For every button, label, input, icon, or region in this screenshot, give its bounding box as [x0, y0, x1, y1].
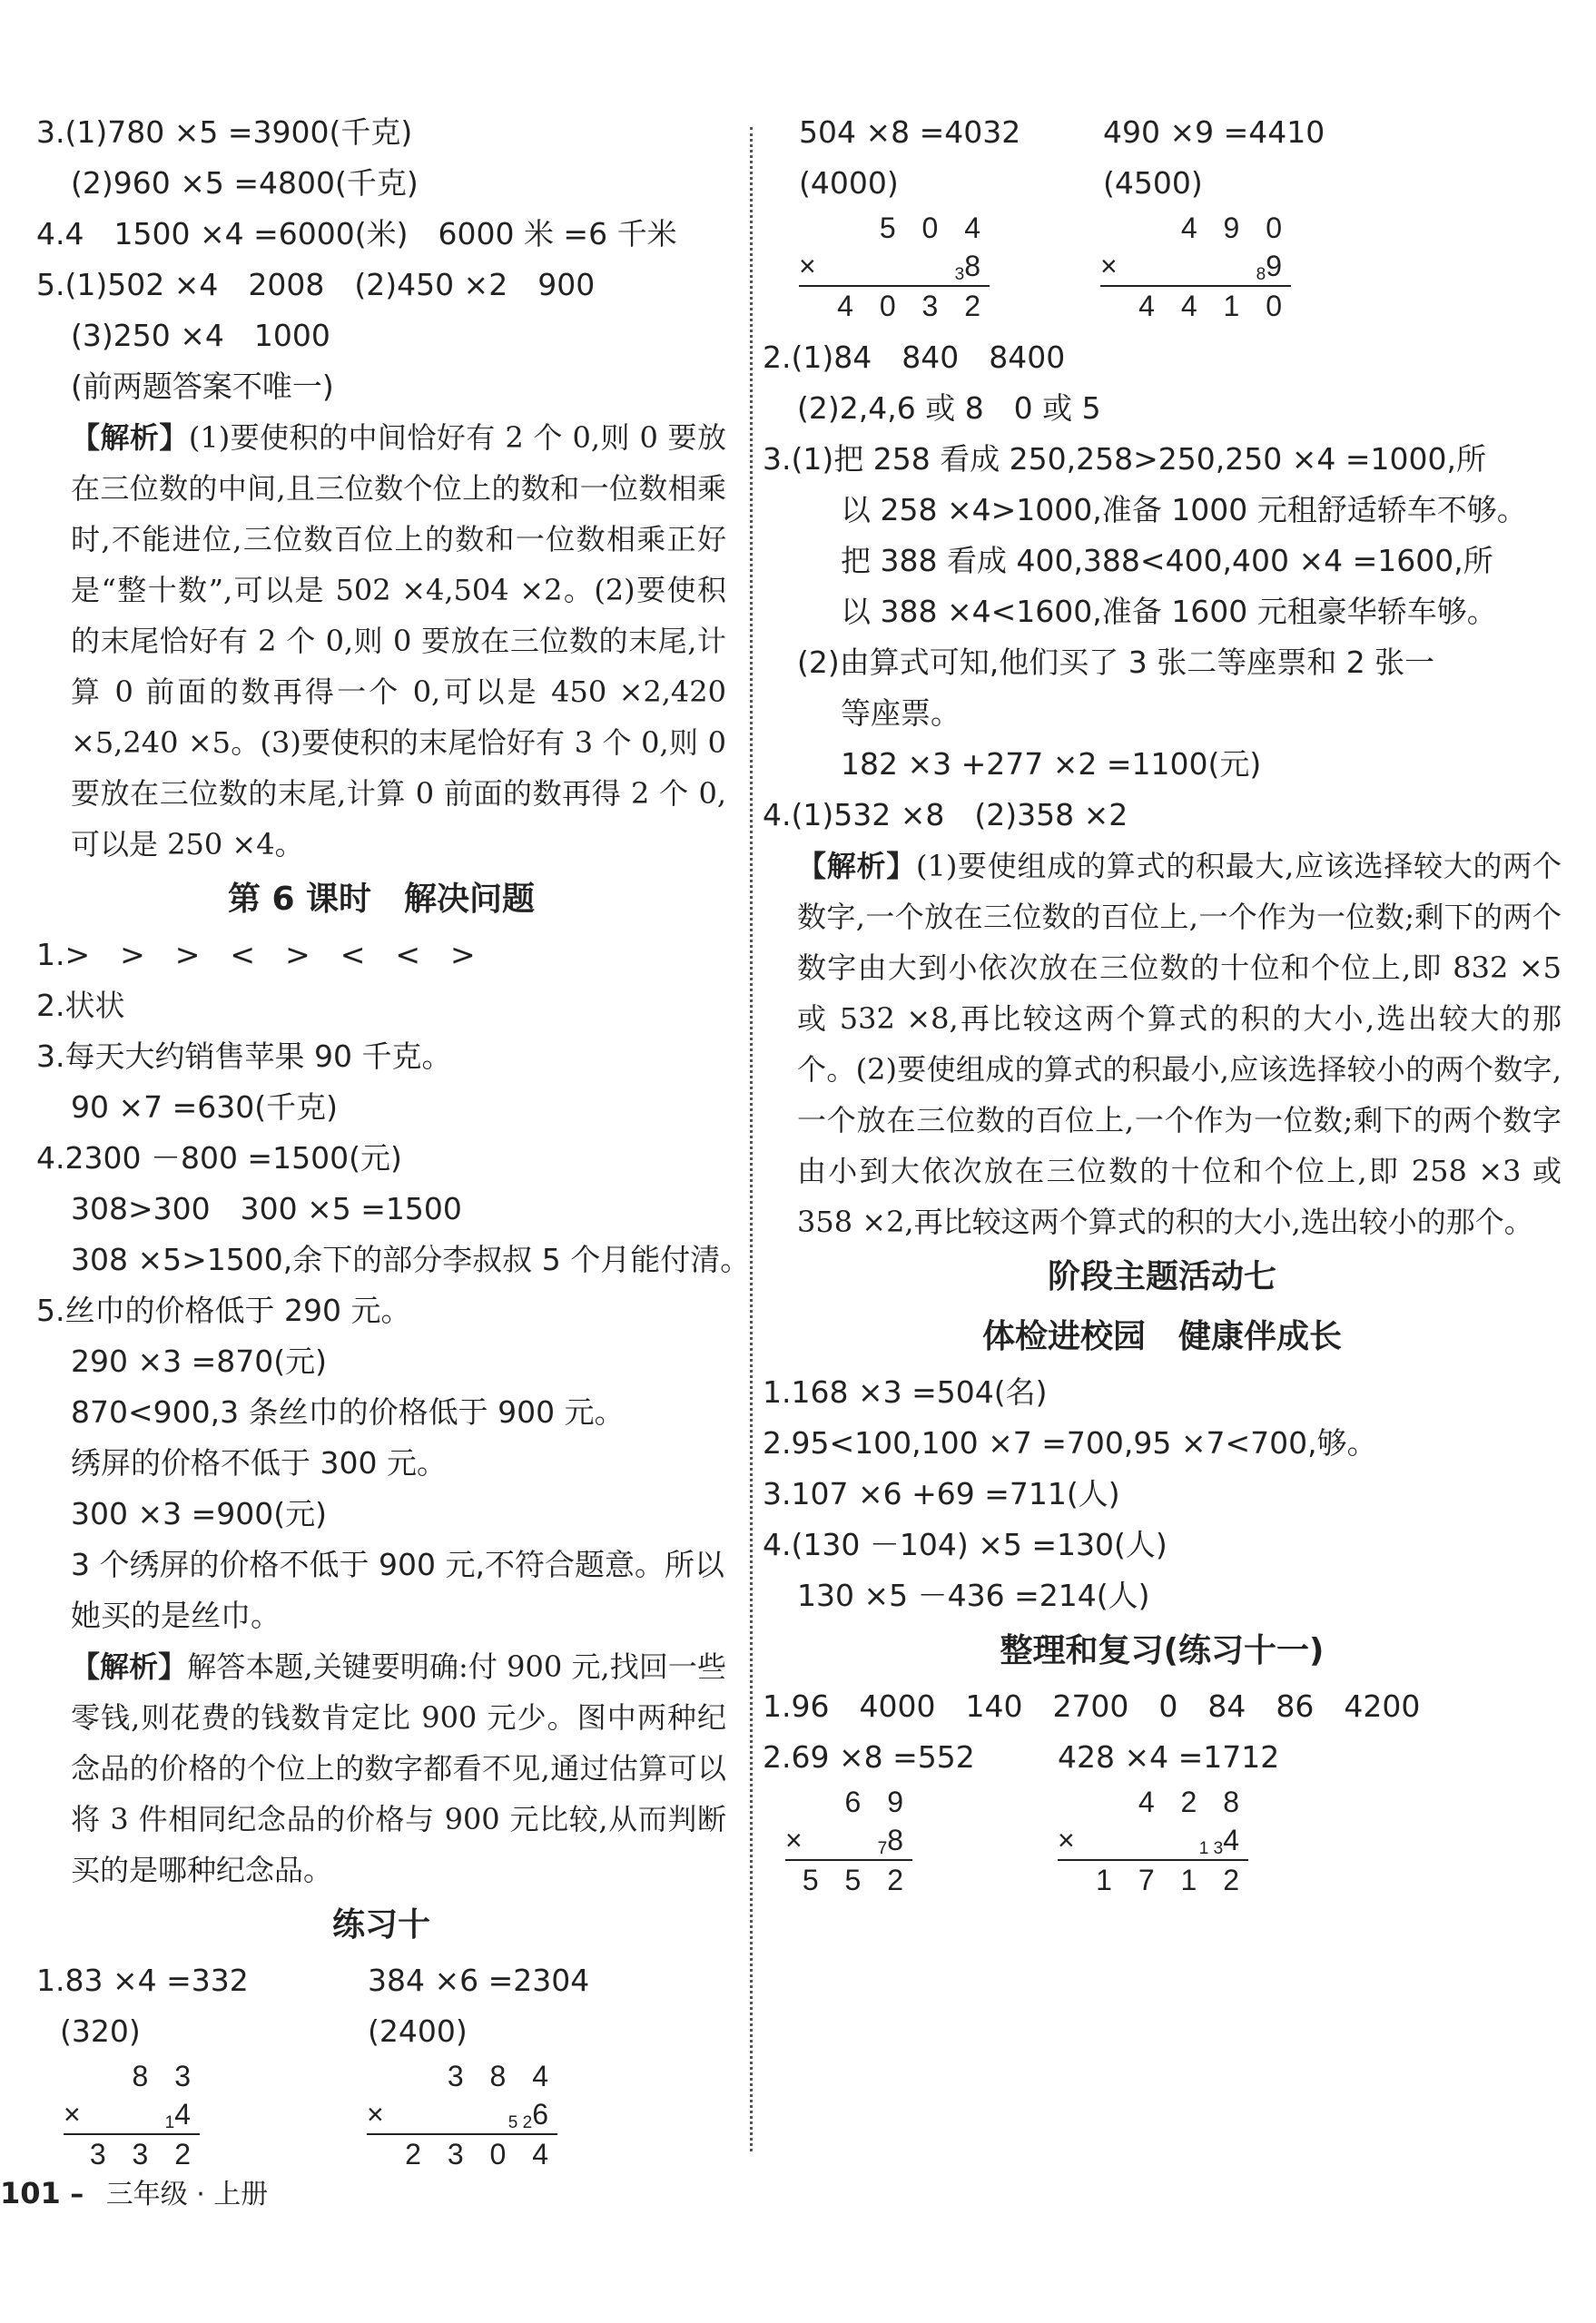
answer-line: 490 ×9 =4410 — [1103, 114, 1325, 150]
vertical-calculation — [64, 2057, 200, 2173]
answer-line: 308 ×5>1500,余下的部分李叔叔 5 个月能付清。 — [71, 1242, 751, 1277]
answer-line: 130 ×5 －436 =214(人) — [797, 1578, 1150, 1613]
multiplicand: 4 2 8 — [1138, 1786, 1248, 1818]
answer-line: 308>300 300 ×5 =1500 — [71, 1191, 462, 1226]
vertical-calculation — [799, 209, 990, 325]
answer-line: 3 个绣屏的价格不低于 900 元,不符合题意。所以 — [71, 1547, 724, 1582]
multiply-sign: × — [1100, 250, 1127, 282]
answer-line: 504 ×8 =4032 — [799, 114, 1021, 150]
carry-digits: 8 — [1256, 265, 1266, 284]
multiply-sign: × — [799, 250, 825, 282]
answer-row — [763, 1732, 1562, 1783]
multiplicand: 5 0 4 — [879, 212, 990, 244]
grade-label: 三年级 · 上册 — [105, 2179, 269, 2210]
answer-line: 把 388 看成 400,388<400,400 ×4 =1600,所 — [841, 543, 1493, 578]
vertical-calculation — [367, 2057, 557, 2173]
multiplier-row — [785, 1821, 912, 1861]
stage-title: 阶段主题活动七 — [1047, 1258, 1276, 1295]
answer-line: (3)250 ×4 1000 — [71, 318, 330, 353]
carry-digits: 3 — [954, 265, 965, 284]
answer-line: 2.状状 — [36, 988, 125, 1023]
analysis-tag: 【解析】 — [797, 849, 916, 883]
multiplicand: 3 8 4 — [447, 2060, 557, 2092]
answer-line: 1.168 ×3 =504(名) — [763, 1374, 1048, 1410]
answer-line: 3.(1)780 ×5 =3900(千克) — [36, 114, 413, 150]
carry-digits: 7 — [877, 1839, 888, 1858]
answer-line: 3.107 ×6 +69 =711(人) — [763, 1476, 1120, 1511]
estimate: (320) — [60, 2013, 141, 2049]
vertical-calcs — [763, 209, 1562, 332]
product: 4 4 1 0 — [1138, 290, 1291, 322]
product: 3 3 2 — [89, 2138, 200, 2170]
vertical-calculation — [1058, 1783, 1248, 1899]
analysis-text: (1)要使积的中间恰好有 2 个 0,则 0 要放在三位数的中间,且三位数个位上的数和一位数相乘时,不能进位,三位数百位上的数和一位数相乘正好是“整十数”,可以是 502 ×4,504 ×2。(2)要使积的末尾恰好有 2 个 0,则 0 要放在三位数的末尾,计算 0 前面的数再得一个 0,可以是 450 ×2,420 ×5,240 ×5。(3)要使积的末尾恰好有 3 个 0,则 0 要放在三位数的末尾,计算 0 前面的数再得 2 个 0,可以是 250 ×4。 — [71, 420, 726, 861]
answer-line: 4.(130 －104) ×5 =130(人) — [763, 1527, 1167, 1562]
left-column — [36, 107, 751, 2180]
multiplier-row — [1058, 1821, 1248, 1861]
answer-line: 3.每天大约销售苹果 90 千克。 — [36, 1038, 452, 1074]
product: 5 5 2 — [802, 1864, 912, 1896]
page-number: 101 — [0, 2176, 61, 2210]
answer-line: 2.69 ×8 =552 — [763, 1739, 975, 1775]
answer-line: 1.83 ×4 =332 — [36, 1963, 249, 1998]
analysis-text: (1)要使组成的算式的积最大,应该选择较大的两个数字,一个放在三位数的百位上,一个作为一位数;剩下的两个数字由大到小依次放在三位数的十位和个位上,即 832 ×5 或 532 ×8,再比较这两个算式的积的大小,选出较大的那个。(2)要使组成的算式的积最小,应该选择较小的两个数字,一个放在三位数的百位上,一个作为一位数;剩下的两个数字由小到大依次放在三位数的十位和个位上,即 258 ×3 或 358 ×2,再比较这两个算式的积的大小,选出较小的那个。 — [797, 849, 1562, 1239]
multiplier-row — [799, 247, 990, 287]
analysis-paragraph — [763, 841, 1562, 1247]
multiply-sign: × — [1058, 1824, 1084, 1856]
answer-line: 4.4 1500 ×4 =6000(米) 6000 米 =6 千米 — [36, 216, 677, 251]
answer-line: 870<900,3 条丝巾的价格低于 900 元。 — [71, 1394, 625, 1430]
vertical-calcs — [36, 2057, 726, 2180]
answer-line: 等座票。 — [841, 695, 961, 731]
vertical-calculation — [785, 1783, 912, 1899]
answer-row — [36, 2006, 726, 2057]
multiplicand: 4 9 0 — [1180, 212, 1291, 244]
answer-line: (2)960 ×5 =4800(千克) — [71, 165, 419, 201]
answer-line: (2)2,4,6 或 8 0 或 5 — [797, 390, 1101, 426]
answer-line: 以 388 ×4<1600,准备 1600 元租豪华轿车够。 — [841, 594, 1497, 629]
review-title: 整理和复习(练习十一) — [1000, 1632, 1325, 1669]
answer-row — [763, 158, 1562, 209]
answer-line: 3.(1)把 258 看成 250,258>250,250 ×4 =1000,所 — [763, 441, 1487, 477]
multiplier: 9 — [1266, 250, 1291, 282]
answer-line: 1.> > > < > < < > — [36, 937, 476, 972]
answer-line: (前两题答案不唯一) — [71, 369, 334, 404]
multiplier: 8 — [964, 250, 990, 282]
answer-line: 290 ×3 =870(元) — [71, 1344, 327, 1379]
multiplicand: 6 9 — [844, 1786, 912, 1818]
answer-line: (2)由算式可知,他们买了 3 张二等座票和 2 张一 — [797, 645, 1435, 680]
answer-line: 90 ×7 =630(千克) — [71, 1089, 339, 1125]
answer-line: 1.96 4000 140 2700 0 84 86 4200 — [763, 1688, 1421, 1724]
lesson-title: 第 6 课时 解决问题 — [227, 881, 536, 918]
answer-line: 4.(1)532 ×8 (2)358 ×2 — [763, 797, 1128, 832]
answer-line: 以 258 ×4>1000,准备 1000 元租舒适轿车不够。 — [841, 492, 1527, 527]
vertical-calcs — [763, 1783, 1562, 1906]
page-footer — [0, 2171, 268, 2211]
analysis-tag: 【解析】 — [71, 1649, 188, 1684]
product: 4 0 3 2 — [837, 290, 990, 322]
answer-line: 5.(1)502 ×4 2008 (2)450 ×2 900 — [36, 267, 596, 302]
multiply-sign: × — [64, 2098, 90, 2131]
carry-digits: 1 3 — [1198, 1839, 1224, 1858]
stage-subtitle: 体检进校园 健康伴成长 — [981, 1318, 1342, 1355]
right-column — [763, 107, 1562, 1906]
answer-line: 4.2300 －800 =1500(元) — [36, 1140, 402, 1176]
exercise-title: 练习十 — [331, 1906, 430, 1944]
multiplier: 8 — [887, 1824, 912, 1856]
answer-line: 384 ×6 =2304 — [368, 1963, 590, 1998]
answer-line: 428 ×4 =1712 — [1058, 1739, 1280, 1775]
analysis-tag: 【解析】 — [71, 420, 189, 455]
multiplier: 6 — [532, 2098, 557, 2131]
multiplier-row — [64, 2095, 200, 2135]
footer-dash: – — [70, 2179, 84, 2210]
product: 2 3 0 4 — [405, 2138, 557, 2170]
product: 1 7 1 2 — [1096, 1864, 1248, 1896]
multiplier: 4 — [1223, 1824, 1248, 1856]
analysis-text: 解答本题,关键要明确:付 900 元,找回一些零钱,则花费的钱数肯定比 900 元少。图中两种纪念品的价格的个位上的数字都看不见,通过估算可以将 3 件相同纪念品的价格与 900 元比较,从而判断买的是哪种纪念品。 — [71, 1649, 726, 1887]
column-divider — [750, 127, 753, 2151]
multiplicand: 8 3 — [132, 2060, 200, 2092]
answer-row — [763, 107, 1562, 158]
analysis-paragraph — [36, 412, 726, 870]
analysis-paragraph — [36, 1641, 726, 1895]
answer-line: 300 ×3 =900(元) — [71, 1496, 327, 1531]
estimate: (4000) — [799, 165, 899, 201]
carry-digits: 5 2 — [507, 2113, 533, 2132]
answer-line: 绣屏的价格不低于 300 元。 — [71, 1445, 447, 1481]
answer-line: 2.95<100,100 ×7 =700,95 ×7<700,够。 — [763, 1425, 1377, 1461]
multiplier-row — [367, 2095, 557, 2135]
carry-digits: 1 — [164, 2113, 175, 2132]
vertical-calculation — [1100, 209, 1291, 325]
multiplier-row — [1100, 247, 1291, 287]
answer-line: 182 ×3 +277 ×2 =1100(元) — [841, 746, 1262, 782]
estimate: (2400) — [368, 2013, 468, 2049]
multiply-sign: × — [785, 1824, 812, 1856]
answer-row — [36, 1955, 726, 2006]
estimate: (4500) — [1103, 165, 1203, 201]
multiplier: 4 — [174, 2098, 200, 2131]
answer-line: 她买的是丝巾。 — [71, 1598, 281, 1633]
answer-line: 2.(1)84 840 8400 — [763, 340, 1066, 375]
multiply-sign: × — [367, 2098, 393, 2131]
answer-line: 5.丝巾的价格低于 290 元。 — [36, 1293, 411, 1328]
